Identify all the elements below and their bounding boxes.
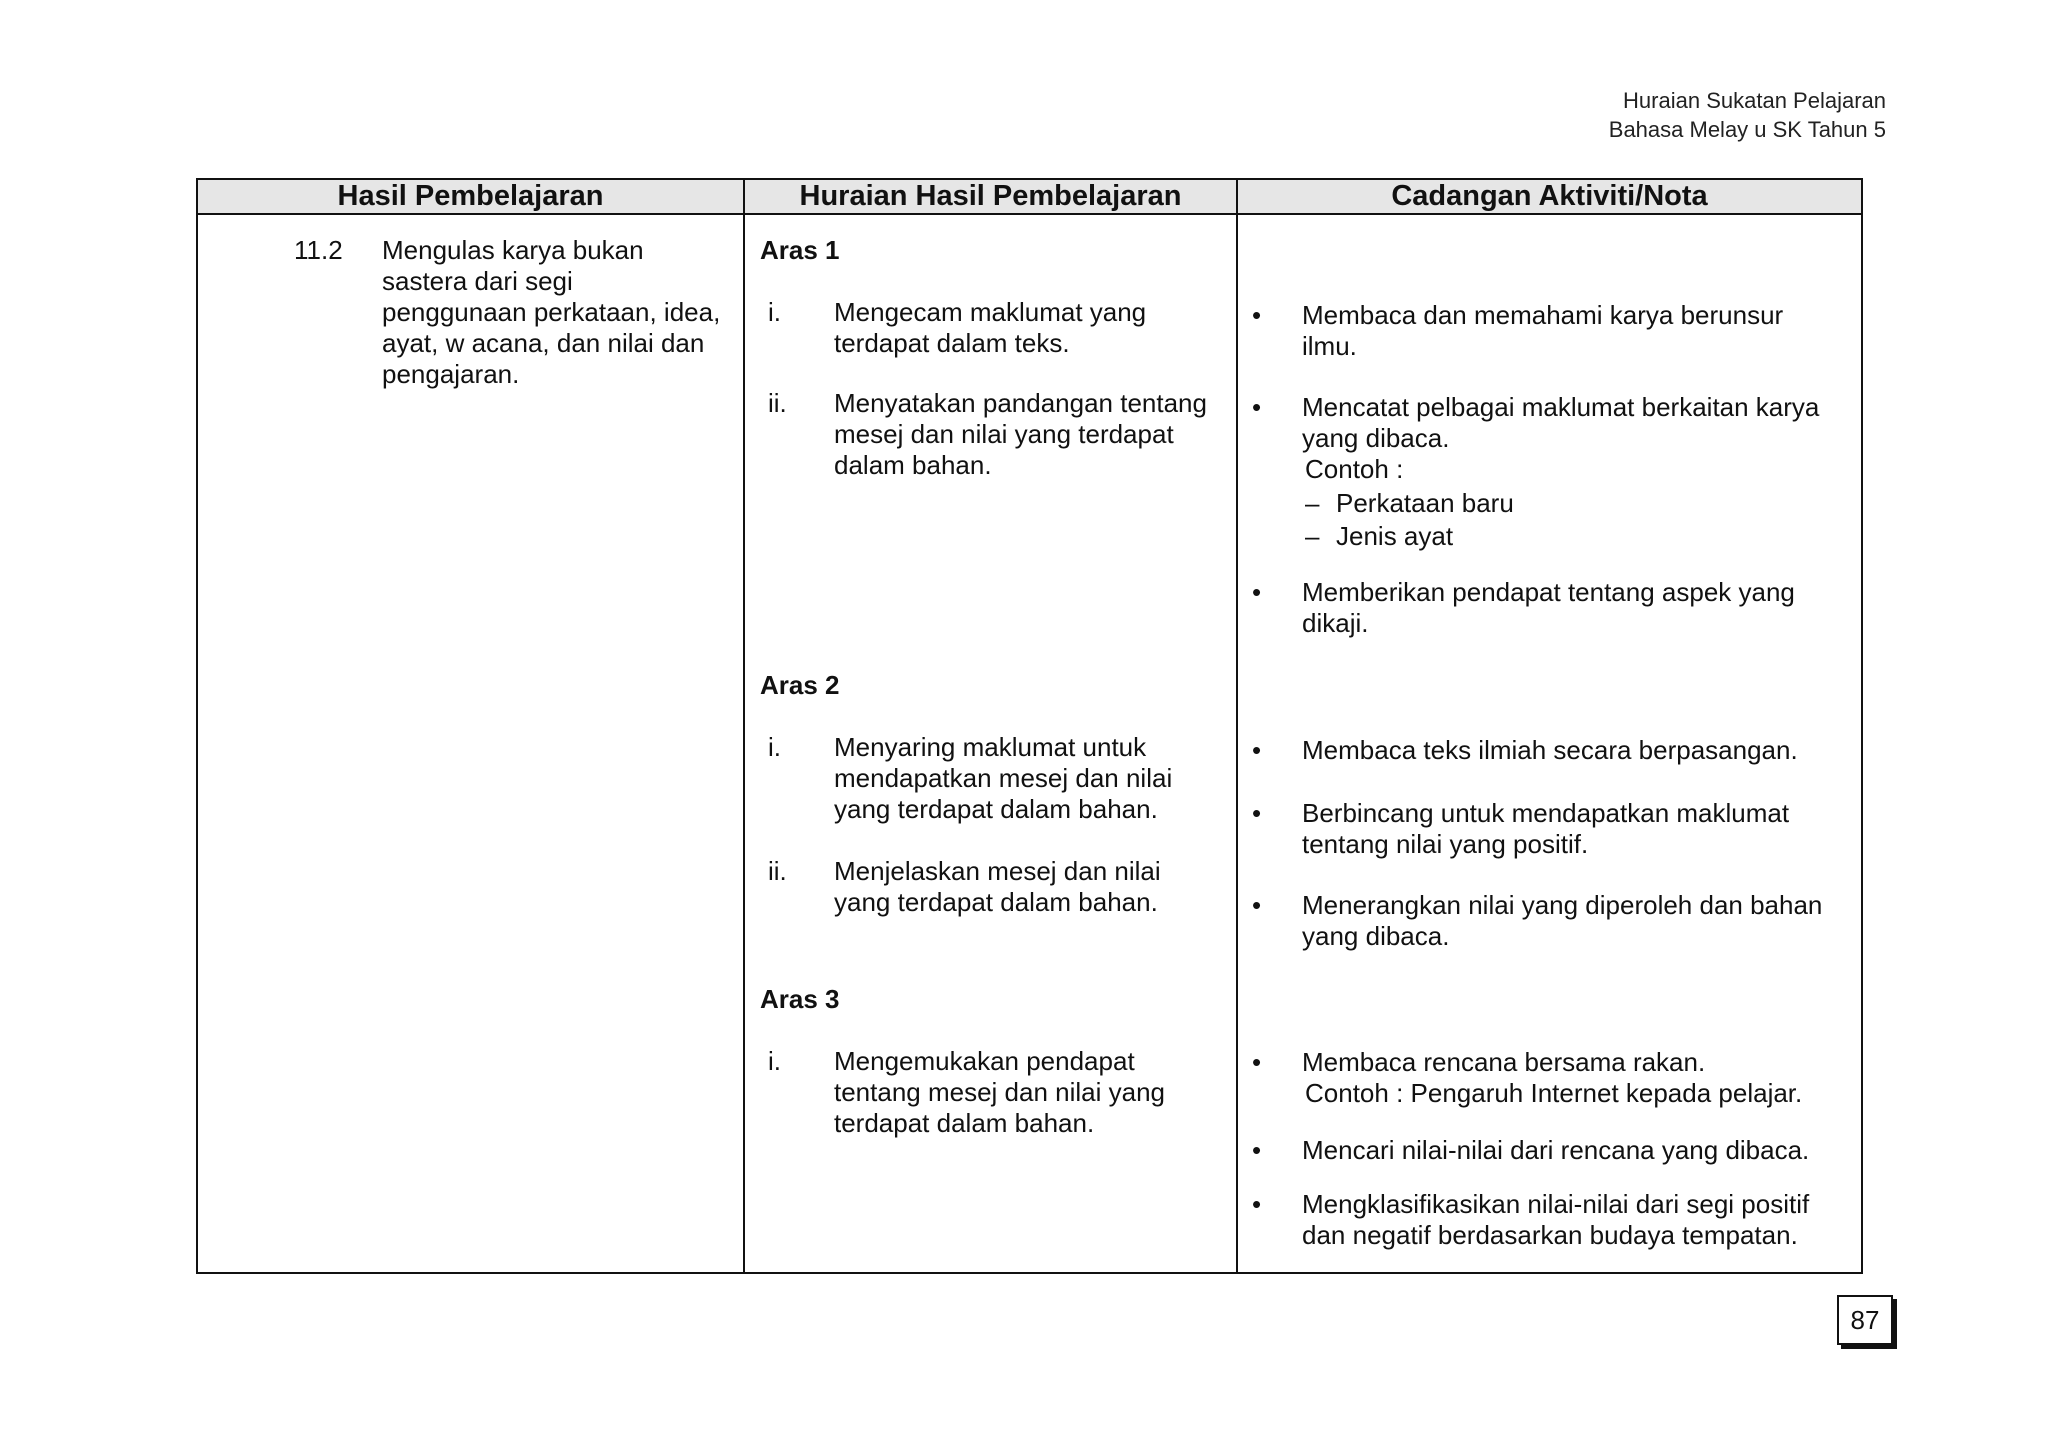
item-line: Menyatakan pandangan tentang bbox=[834, 388, 1207, 418]
item-number: i. bbox=[768, 732, 781, 762]
item-number: i. bbox=[768, 1046, 781, 1076]
sub-item: Perkataan baru bbox=[1336, 488, 1514, 518]
example-label: Contoh : bbox=[1305, 454, 1404, 484]
outcome-line: ayat, w acana, dan nilai dan bbox=[382, 328, 705, 358]
column-divider bbox=[743, 180, 745, 1272]
activity-line: Menerangkan nilai yang diperoleh dan bahan bbox=[1302, 890, 1823, 920]
column-divider bbox=[1236, 180, 1238, 1272]
sub-item: Jenis ayat bbox=[1336, 521, 1454, 551]
item-line: terdapat dalam bahan. bbox=[834, 1108, 1095, 1138]
item-line: tentang mesej dan nilai yang bbox=[834, 1077, 1166, 1107]
activity-line: dan negatif berdasarkan budaya tempatan. bbox=[1302, 1220, 1798, 1250]
aras-2-title: Aras 2 bbox=[760, 670, 840, 700]
aras-3-title: Aras 3 bbox=[760, 984, 840, 1014]
aras-1-title: Aras 1 bbox=[760, 235, 840, 265]
item-line: Menjelaskan mesej dan nilai bbox=[834, 856, 1161, 886]
item-number: i. bbox=[768, 297, 781, 327]
page-number: 87 bbox=[1837, 1295, 1893, 1345]
bullet-icon: • bbox=[1252, 1135, 1262, 1165]
outcome-line: penggunaan perkataan, idea, bbox=[382, 297, 721, 327]
activity-line: Mengklasifikasikan nilai-nilai dari segi positif bbox=[1302, 1189, 1810, 1219]
bullet-icon: • bbox=[1252, 577, 1262, 607]
dash-icon: – bbox=[1305, 488, 1320, 518]
activity-line: Membaca rencana bersama rakan. bbox=[1302, 1047, 1706, 1077]
column-header-cadangan: Cadangan Aktiviti/Nota bbox=[1391, 180, 1708, 212]
bullet-icon: • bbox=[1252, 1189, 1262, 1219]
document-header bbox=[1609, 86, 1886, 144]
bullet-icon: • bbox=[1252, 890, 1262, 920]
activity-line: Berbincang untuk mendapatkan maklumat bbox=[1302, 798, 1790, 828]
column-header-huraian: Huraian Hasil Pembelajaran bbox=[799, 180, 1182, 212]
item-number: ii. bbox=[768, 388, 787, 418]
outcome-number: 11.2 bbox=[294, 235, 343, 265]
activity-line: tentang nilai yang positif. bbox=[1302, 829, 1589, 859]
activity-line: Membaca teks ilmiah secara berpasangan. bbox=[1302, 735, 1798, 765]
outcome-line: pengajaran. bbox=[382, 359, 520, 389]
bullet-icon: • bbox=[1252, 392, 1262, 422]
bullet-icon: • bbox=[1252, 1047, 1262, 1077]
item-line: yang terdapat dalam bahan. bbox=[834, 794, 1158, 824]
dash-icon: – bbox=[1305, 521, 1320, 551]
activity-line: yang dibaca. bbox=[1302, 921, 1450, 951]
activity-line: Mencari nilai-nilai dari rencana yang dibaca. bbox=[1302, 1135, 1810, 1165]
column-header-hasil: Hasil Pembelajaran bbox=[337, 180, 604, 212]
item-line: mesej dan nilai yang terdapat bbox=[834, 419, 1174, 449]
activity-line: ilmu. bbox=[1302, 331, 1357, 361]
bullet-icon: • bbox=[1252, 300, 1262, 330]
header-line-1: Huraian Sukatan Pelajaran bbox=[1623, 88, 1886, 113]
item-line: Mengecam maklumat yang bbox=[834, 297, 1147, 327]
outcome-line: sastera dari segi bbox=[382, 266, 573, 296]
curriculum-table bbox=[196, 178, 1863, 1274]
activity-line: dikaji. bbox=[1302, 608, 1369, 638]
bullet-icon: • bbox=[1252, 735, 1262, 765]
activity-line: Memberikan pendapat tentang aspek yang bbox=[1302, 577, 1795, 607]
activity-line: Mencatat pelbagai maklumat berkaitan karya bbox=[1302, 392, 1820, 422]
outcome-line: Mengulas karya bukan bbox=[382, 235, 644, 265]
item-line: Menyaring maklumat untuk bbox=[834, 732, 1147, 762]
header-line-2: Bahasa Melay u SK Tahun 5 bbox=[1608, 117, 1886, 142]
item-line: terdapat dalam teks. bbox=[834, 328, 1070, 358]
item-line: yang terdapat dalam bahan. bbox=[834, 887, 1158, 917]
bullet-icon: • bbox=[1252, 798, 1262, 828]
item-line: mendapatkan mesej dan nilai bbox=[834, 763, 1173, 793]
table-header-row bbox=[198, 180, 1861, 215]
example-label: Contoh : Pengaruh Internet kepada pelajar. bbox=[1305, 1078, 1803, 1108]
activity-line: yang dibaca. bbox=[1302, 423, 1450, 453]
activity-line: Membaca dan memahami karya berunsur bbox=[1302, 300, 1784, 330]
item-line: Mengemukakan pendapat bbox=[834, 1046, 1135, 1076]
item-line: dalam bahan. bbox=[834, 450, 992, 480]
item-number: ii. bbox=[768, 856, 787, 886]
